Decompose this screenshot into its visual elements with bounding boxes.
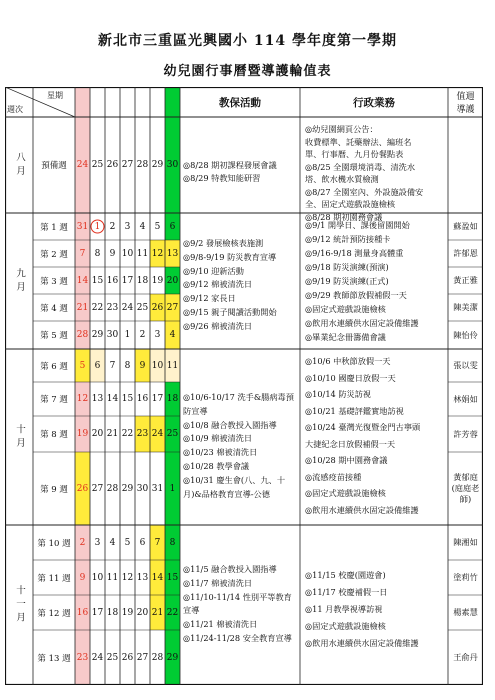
activity-item: ◎8/28 期初課程發展會議 [183,160,277,170]
activity-item: ◎11/5 融合教授入園指導 [183,564,277,574]
duty-teacher: 楊素慧 [453,607,478,617]
week-label: 第 1 週 [40,222,68,233]
day-number: 6 [139,537,146,548]
day-number: 2 [79,537,86,548]
day-number: 19 [76,429,89,439]
week-label: 預備週 [41,161,67,171]
duty-teacher: 王俞丹 [453,652,478,662]
day-number: 31 [76,221,89,232]
day-number: 23 [136,429,149,439]
admin-item: ◎10/14 防災訪視 [305,389,372,399]
day-number: 26 [106,160,119,170]
admin-item: ◎8/27 全園室內、外設施設備安 [305,186,424,197]
day-number: 14 [151,572,164,583]
admin-item: ◎飲用水連續供水固定設備維護 [305,318,419,328]
duty-teacher: 陳怡伶 [453,329,478,340]
day-number: 15 [91,275,104,286]
admin-item: ◎10/24 臺灣光復暨金門古寧頭 [305,422,421,432]
duty-teacher: 黃正雅 [453,275,478,285]
activity-item: 防宣導 [183,405,208,416]
week-label: 第 3 週 [40,276,68,287]
admin-item: ◎9/12 統計預防接種卡 [305,234,391,244]
duty-teacher: 許芳蓉 [453,428,478,439]
admin-item: ◎9/19 防災演練(正式) [305,276,389,286]
day-number: 15 [121,394,134,404]
week-label: 第 2 週 [40,249,68,260]
day-number: 3 [154,330,161,340]
day-number: 27 [121,160,134,170]
day-number: 21 [106,429,119,439]
day-number: 30 [136,483,149,494]
week-label: 第 9 週 [40,484,68,495]
day-number: 25 [91,160,104,170]
week-label: 第 4 週 [40,303,68,314]
day-number: 19 [151,275,164,286]
day-number: 3 [94,537,101,548]
admin-item: ◎飲用水連續供水固定設備維護 [305,504,419,515]
day-number: 21 [151,607,164,618]
day-number: 4 [169,330,176,340]
day-number: 10 [121,248,134,259]
day-number: 22 [91,302,104,313]
admin-oct [302,353,448,518]
duty-teacher: 陳湘如 [453,537,478,547]
day-number: 9 [139,360,146,371]
admin-item: ◎11/17 校慶補假一日 [305,587,388,597]
day-number: 21 [76,302,89,313]
day-number: 7 [154,537,161,548]
day-number: 7 [109,360,116,371]
day-number: 12 [151,248,164,259]
day-number: 5 [154,221,161,232]
admin-item: ◎10/6 中秋節放假一天 [305,356,391,366]
activity-item: ◎10/28 教學會議 [183,460,250,471]
day-number: 28 [76,330,89,340]
duty-teacher: 陳美潔 [453,302,478,312]
admin-item: ◎8/28 期初園務會議 [305,211,383,222]
activity-item: ◎8/29 特教知能研習 [183,172,261,183]
activity-item: ◎11/10-11/14 性別平等教育 [183,591,292,602]
admin-item: ◎幼兒園網頁公告： [305,124,378,134]
admin-item: ◎固定式遊戲設施檢核 [305,304,386,314]
admin-item: ◎10/21 基礎評鑑實地訪視 [305,405,404,416]
saturday-column-header [165,87,180,117]
day-number: 28 [106,483,119,494]
day-number: 10 [151,360,164,371]
admin-aug [302,123,448,223]
admin-item: ◎9/29 教師節放假補假一天 [305,290,407,300]
month-label-sep: 九月 [14,267,25,295]
day-number: 18 [106,607,119,618]
month-label-aug: 八月 [14,151,25,179]
week-label: 第 10 週 [37,538,71,549]
day-number: 1 [124,330,131,340]
calendar-table [5,87,483,685]
activity-item: ◎10/9 棉被清洗日 [183,433,253,444]
day-number: 18 [136,275,149,286]
header-admin: 行政業務 [353,96,395,109]
duty-teacher: 許郁恩 [453,248,478,258]
activity-item: 月)&品格教育宣導-公德 [183,488,270,499]
day-number: 25 [106,652,119,663]
day-number: 6 [94,360,101,371]
day-number: 11 [106,572,119,583]
admin-item: ◎固定式遊戲設施檢核 [305,621,386,631]
day-number: 27 [166,302,179,313]
week-label: 第 12 週 [37,608,71,619]
day-number: 4 [109,537,116,548]
day-number: 29 [166,652,179,663]
activity-item: ◎10/8 融合教授入園指導 [183,419,277,430]
day-number: 4 [139,221,146,232]
day-number: 24 [151,429,164,439]
admin-item: ◎9/1 開學日、課後留園開始 [305,220,410,230]
day-number: 23 [76,652,89,663]
duty-teacher [450,117,481,213]
activity-item: ◎10/6-10/17 洗手&腸病毒預 [183,392,294,402]
day-number: 15 [166,572,179,583]
week-label: 第 6 週 [40,361,68,372]
activity-item: ◎9/2 發展檢核表施測 [183,238,264,248]
duty-teacher: 黃郁庭(庭庭老師) [451,472,480,504]
day-number: 28 [136,160,149,170]
day-number: 30 [166,160,179,170]
day-number: 26 [121,652,134,663]
activities-nov [180,563,300,646]
admin-item: ◎11 月教學視導訪視 [305,604,383,614]
activity-item: ◎9/26 棉被清洗日 [183,320,253,331]
day-number: 17 [91,607,104,618]
admin-item: ◎11/15 校慶(園遊會) [305,570,386,580]
duty-teacher: 蘇盈如 [453,221,478,231]
day-number: 24 [91,652,104,663]
admin-item: ◎9/16-9/18 測量身高體重 [305,248,404,258]
activity-item: 宣導 [183,605,200,616]
day-number: 7 [79,248,86,259]
day-number: 11 [166,360,179,371]
header-activities: 教保活動 [219,96,261,109]
activities-sep [180,237,300,334]
day-number: 13 [166,248,179,259]
day-number: 16 [136,394,149,404]
month-label-nov: 十一月 [14,584,25,626]
day-number: 11 [136,248,149,259]
day-number: 16 [76,607,89,618]
duty-teacher: 塗莉竹 [453,572,478,582]
activity-item: ◎9/15 親子閱讀活動開始 [183,306,277,317]
day-number: 16 [106,275,119,286]
day-number: 29 [151,160,164,170]
day-number: 23 [106,302,119,313]
day-number: 29 [91,330,104,340]
day-number: 28 [151,652,164,663]
admin-item: 全、固定式遊戲設施檢核 [305,199,396,209]
day-number: 9 [109,248,116,259]
activity-item: ◎11/21 棉被清洗日 [183,619,258,630]
activity-item: ◎9/8-9/19 防災教育宣導 [183,251,277,262]
activity-item: ◎9/12 家長日 [183,293,236,304]
day-number: 12 [76,394,89,404]
day-number: 5 [124,537,131,548]
day-number: 22 [121,429,134,439]
month-label-oct: 十月 [14,423,25,451]
admin-sep [302,218,448,344]
admin-item: ◎飲用水連續供水固定設備維護 [305,638,419,648]
activity-item: ◎10/31 慶生會(八、九、十 [183,474,286,485]
admin-item: ◎9/18 防災演練(預演) [305,262,389,272]
activity-item: ◎9/10 迎新活動 [183,265,244,276]
day-number: 2 [139,330,146,340]
admin-item: 大捷紀念日放假補假一天 [305,438,396,449]
week-label: 第 5 週 [40,331,68,341]
activity-item: ◎10/23 棉被清洗日 [183,447,258,458]
day-number: 25 [166,429,179,439]
day-number: 20 [91,429,104,439]
activities-oct [180,391,300,501]
day-number: 26 [76,483,89,494]
day-number: 1 [94,221,101,232]
day-number: 30 [106,330,119,340]
activity-item: ◎9/12 棉被清洗日 [183,279,253,290]
day-number: 20 [136,607,149,618]
day-number: 24 [121,302,134,313]
day-number: 6 [169,221,176,232]
activity-item: ◎11/24-11/28 安全教育宣導 [183,632,292,643]
day-number: 18 [166,394,179,404]
day-number: 5 [79,360,86,371]
day-number: 29 [121,483,134,494]
day-number: 1 [169,483,176,494]
day-number: 22 [166,607,179,618]
admin-nov [302,567,448,652]
day-number: 8 [94,248,101,259]
day-number: 8 [169,537,176,548]
duty-teacher: 張以雯 [453,360,478,370]
day-number: 14 [106,394,119,404]
week-label: 第 13 週 [37,653,71,664]
day-number: 2 [109,221,116,232]
day-number: 14 [76,275,89,286]
document-subtitle: 幼兒園行事曆暨導護輪值表 [163,64,332,79]
admin-item: ◎固定式遊戲設施檢核 [305,488,386,498]
day-number: 24 [76,160,89,170]
admin-item: 塔、飲水機水質檢測 [305,174,379,184]
admin-item: 單、行事曆、九月份餐點表 [305,149,404,159]
admin-item: ◎畢業紀念冊籌備會議 [305,332,386,342]
header-duty: 值週導護 [456,92,475,115]
day-number: 10 [91,572,104,583]
day-number: 19 [121,607,134,618]
admin-item: ◎10/10 國慶日放假一天 [305,372,396,383]
admin-item: ◎10/28 期中園務會議 [305,455,388,465]
day-number: 20 [166,275,179,286]
activity-item: ◎11/7 棉被清洗日 [183,577,253,588]
day-number: 3 [124,221,131,232]
day-number: 13 [136,572,149,583]
header-week-label: 星期 [47,90,63,100]
day-number: 26 [151,302,164,313]
admin-item: ◎流感疫苗接種 [305,471,362,482]
day-number: 31 [151,483,164,494]
day-number: 8 [124,360,131,371]
admin-item: 收費標準、託藥辦法、編班名 [305,136,412,147]
duty-teacher: 林娟如 [453,393,478,404]
sunday-column-header [75,87,90,117]
day-number: 9 [79,572,86,583]
day-number: 13 [91,394,104,404]
activities-aug [180,159,300,184]
document-title: 新北市三重區光興國小 114 學年度第一學期 [98,33,397,49]
day-number: 27 [136,652,149,663]
week-label: 第 8 週 [40,430,68,440]
day-number: 17 [151,394,164,404]
week-label: 第 7 週 [40,395,68,405]
header-period-label: 週次 [7,104,23,114]
day-number: 25 [136,302,149,313]
day-number: 12 [121,572,134,583]
week-label: 第 11 週 [37,573,71,584]
day-number: 27 [91,483,104,494]
day-number: 17 [121,275,134,286]
admin-item: ◎8/25 全園環境消毒、清洗水 [305,161,416,172]
